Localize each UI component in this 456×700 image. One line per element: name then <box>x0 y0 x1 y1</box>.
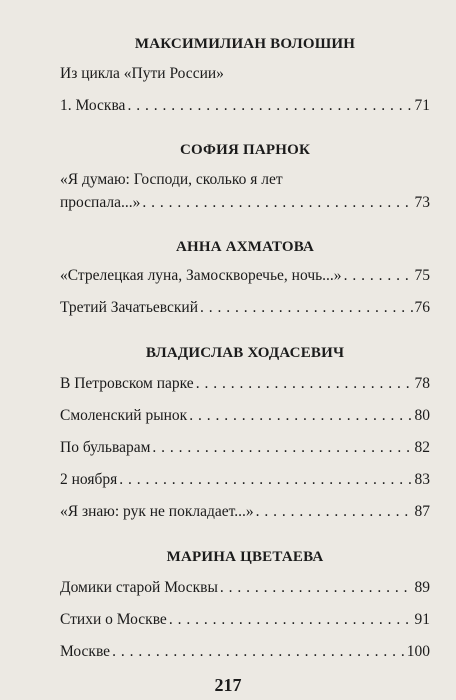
author-heading-parnok: СОФИЯ ПАРНОК <box>179 142 311 158</box>
leader-dots <box>196 374 413 394</box>
leader-dots <box>142 193 412 213</box>
entry-title: Третий Зачатьевский <box>60 299 198 316</box>
entry-title: Домики старой Москвы <box>60 579 218 596</box>
entry-page: 73 <box>414 194 430 211</box>
entry-page: 75 <box>414 267 430 284</box>
entry-page: 91 <box>414 611 430 628</box>
entry-title: «Стрелецкая луна, Замоскворечье, ночь...» <box>60 267 342 284</box>
entry-title: 2 ноября <box>60 471 118 488</box>
entry-title: Москве <box>60 643 111 660</box>
toc-entry[interactable] <box>60 406 430 426</box>
toc-entry[interactable] <box>60 266 430 286</box>
entry-page: 71 <box>414 97 430 114</box>
leader-dots <box>127 96 412 116</box>
toc-entry[interactable] <box>60 193 430 213</box>
leader-dots <box>112 642 405 662</box>
entry-page: 87 <box>414 503 430 520</box>
leader-dots <box>152 438 412 458</box>
author-heading-voloshin: МАКСИМИЛИАН ВОЛОШИН <box>134 36 356 52</box>
leader-dots <box>200 298 413 318</box>
entry-title-line1: «Я думаю: Господи, сколько я лет <box>60 171 283 188</box>
toc-entry[interactable] <box>60 298 430 318</box>
entry-title: «Я знаю: рук не покладает...» <box>60 503 254 520</box>
toc-entry[interactable] <box>60 642 430 662</box>
leader-dots <box>344 266 413 286</box>
entry-title: В Петровском парке <box>60 375 194 392</box>
toc-entry[interactable] <box>60 578 430 598</box>
entry-page: 80 <box>414 407 430 424</box>
entry-title: Смоленский рынок <box>60 407 188 424</box>
page-number: 217 <box>214 675 242 695</box>
toc-entry[interactable] <box>60 470 430 490</box>
entry-title: проспала...» <box>60 194 141 211</box>
entry-page: 78 <box>414 375 430 392</box>
author-heading-khodasevich: ВЛАДИСЛАВ ХОДАСЕВИЧ <box>145 345 345 361</box>
entry-page: 82 <box>414 439 430 456</box>
toc-entry[interactable] <box>60 502 430 522</box>
entry-title: Стихи о Москве <box>60 611 167 628</box>
author-heading-akhmatova: АННА АХМАТОВА <box>175 239 315 255</box>
entry-title: По бульварам <box>60 439 151 456</box>
leader-dots <box>220 578 413 598</box>
leader-dots <box>256 502 413 522</box>
entry-page: 89 <box>414 579 430 596</box>
cycle-subtitle: Из цикла «Пути России» <box>60 65 224 82</box>
toc-entry[interactable] <box>60 610 430 630</box>
toc-entry[interactable] <box>60 438 430 458</box>
entry-title: 1. Москва <box>60 97 126 114</box>
author-heading-tsvetaeva: МАРИНА ЦВЕТАЕВА <box>166 549 324 565</box>
toc-entry[interactable] <box>60 374 430 394</box>
entry-page: 83 <box>414 471 430 488</box>
entry-page: 76 <box>414 299 430 316</box>
leader-dots <box>119 470 412 490</box>
toc-entry[interactable] <box>60 96 430 116</box>
leader-dots <box>169 610 413 630</box>
leader-dots <box>189 406 412 426</box>
entry-page: 100 <box>406 643 430 660</box>
